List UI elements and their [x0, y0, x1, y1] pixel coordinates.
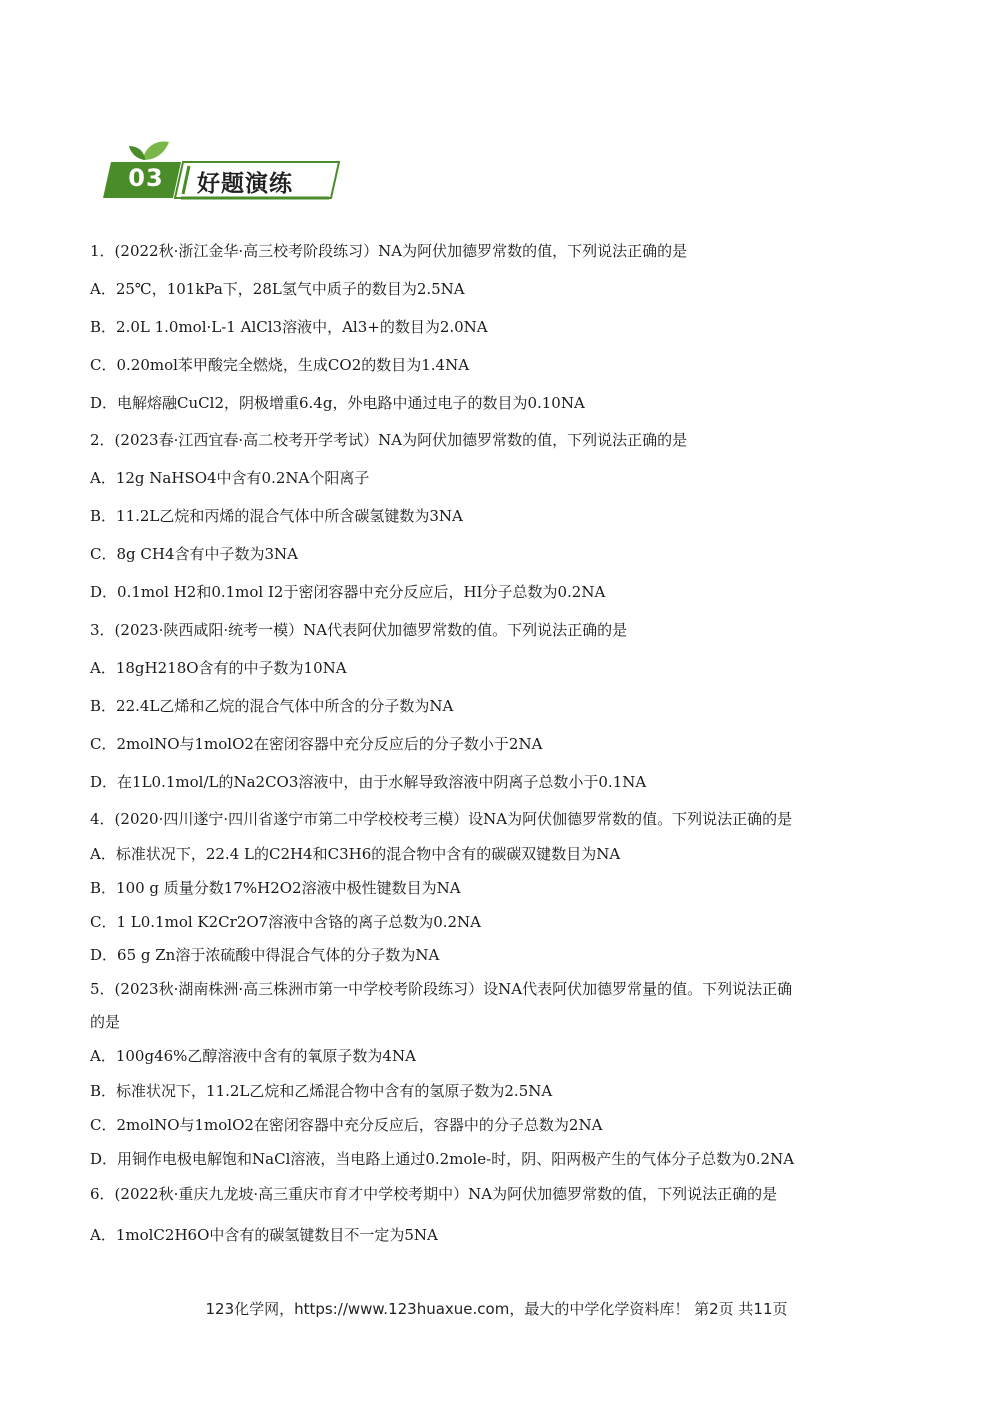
line-text: 2．(2023春·江西宜春·高二校考开学考试）NA为阿伏加德罗常数的值，下列说法正确的是 [90, 431, 688, 449]
line-text: A．25℃，101kPa下，28L氢气中质子的数目为2.5NA [90, 280, 465, 298]
text-line [90, 619, 920, 641]
line-text: C．2molNO与1molO2在密闭容器中充分反应后，容器中的分子总数为2NA [90, 1116, 603, 1134]
line-text: 3．(2023·陕西咸阳·统考一模）NA代表阿伏加德罗常数的值。下列说法正确的是 [90, 621, 628, 639]
line-text: D．65 g Zn溶于浓硫酸中得混合气体的分子数为NA [90, 946, 440, 964]
text-line [90, 733, 920, 755]
line-text: 5．(2023秋·湖南株洲·高三株洲市第一中学校考阶段练习）设NA代表阿伏加德罗常量的值。下列说法正确 [90, 980, 793, 998]
text-line [90, 505, 920, 527]
text-line [90, 429, 920, 451]
line-text: B．标准状况下，11.2L乙烷和乙烯混合物中含有的氢原子数为2.5NA [90, 1082, 553, 1100]
text-line [90, 1224, 920, 1246]
text-line [90, 1080, 920, 1102]
line-text: D．用铜作电极电解饱和NaCl溶液，当电路上通过0.2mole-时，阴、阳两极产生的气体分子总数为0.2NA [90, 1150, 795, 1168]
text-line [90, 1183, 920, 1205]
text-line [90, 543, 920, 565]
text-line [90, 316, 920, 338]
section-banner [103, 138, 343, 202]
line-text: C．8g CH4含有中子数为3NA [90, 545, 298, 563]
line-text: 1．(2022秋·浙江金华·高三校考阶段练习）NA为阿伏加德罗常数的值，下列说法正确的是 [90, 242, 688, 260]
text-line [90, 1148, 920, 1170]
text-line [90, 695, 920, 717]
text-line [90, 944, 920, 966]
line-text: A．100g46%乙醇溶液中含有的氧原子数为4NA [90, 1047, 416, 1065]
line-text: A．18gH218O含有的中子数为10NA [90, 659, 347, 677]
line-text: C．1 L0.1mol K2Cr2O7溶液中含铬的离子总数为0.2NA [90, 913, 482, 931]
text-line [90, 467, 920, 489]
text-line [90, 1114, 920, 1136]
text-line [90, 1011, 920, 1033]
text-line [90, 808, 920, 830]
text-line [90, 240, 920, 262]
line-text: A．12g NaHSO4中含有0.2NA个阳离子 [90, 469, 370, 487]
line-text: A．标准状况下，22.4 L的C2H4和C3H6的混合物中含有的碳碳双键数目为NA [90, 845, 621, 863]
section-title: 好题演练 [197, 171, 293, 197]
line-text: C．2molNO与1molO2在密闭容器中充分反应后的分子数小于2NA [90, 735, 543, 753]
text-line [90, 1045, 920, 1067]
line-text: B．11.2L乙烷和丙烯的混合气体中所含碳氢键数为3NA [90, 507, 463, 525]
text-line [90, 581, 920, 603]
text-line [90, 354, 920, 376]
text-line [90, 911, 920, 933]
line-text: D．0.1mol H2和0.1mol I2于密闭容器中充分反应后，HI分子总数为0.2NA [90, 583, 606, 601]
line-text: 4．(2020·四川遂宁·四川省遂宁市第二中学校校考三模）设NA为阿伏伽德罗常数的值。下列说法正确的是 [90, 810, 793, 828]
line-text: B．22.4L乙烯和乙烷的混合气体中所含的分子数为NA [90, 697, 454, 715]
line-text: D．电解熔融CuCl2，阴极增重6.4g，外电路中通过电子的数目为0.10NA [90, 394, 585, 412]
text-line [90, 877, 920, 899]
page-footer: 123化学网，https://www.123huaxue.com，最大的中学化学资料库！ 第2页 共11页 [205, 1300, 788, 1318]
text-line [90, 771, 920, 793]
line-text: B．2.0L 1.0mol·L-1 AlCl3溶液中，Al3+的数目为2.0NA [90, 318, 488, 336]
line-text: A．1molC2H6O中含有的碳氢键数目不一定为5NA [90, 1226, 438, 1244]
text-line [90, 392, 920, 414]
line-text: B．100 g 质量分数17%H2O2溶液中极性键数目为NA [90, 879, 461, 897]
text-line [90, 978, 920, 1000]
line-text: D．在1L0.1mol/L的Na2CO3溶液中，由于水解导致溶液中阴离子总数小于0.1NA [90, 773, 647, 791]
section-number: 03 [128, 164, 164, 192]
text-line [90, 278, 920, 300]
line-text: 的是 [90, 1013, 121, 1031]
text-line [90, 843, 920, 865]
line-text: 6．(2022秋·重庆九龙坡·高三重庆市育才中学校考期中）NA为阿伏加德罗常数的值，下列说法正确的是 [90, 1185, 778, 1203]
text-line [90, 657, 920, 679]
line-text: C．0.20mol苯甲酸完全燃烧，生成CO2的数目为1.4NA [90, 356, 470, 374]
